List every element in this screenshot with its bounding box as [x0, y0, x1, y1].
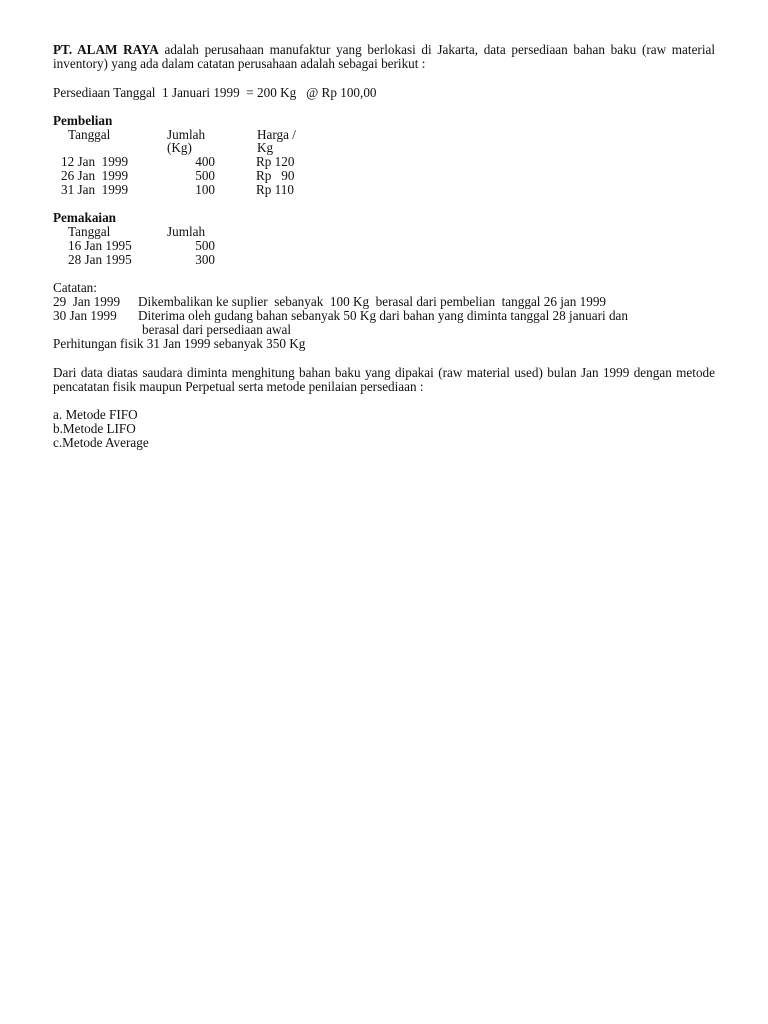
table-cell-jumlah: 500 [195, 168, 215, 183]
company-name: PT. ALAM RAYA [53, 42, 159, 57]
pembelian-header-tanggal: Tanggal [68, 127, 111, 142]
pembelian-header-jumlah: Jumlah [167, 127, 206, 142]
table-cell-tanggal: 31 Jan 1999 [61, 182, 129, 197]
table-cell-jumlah: 100 [195, 182, 215, 197]
table-cell-harga: Rp 110 [256, 182, 294, 197]
question-paragraph: Dari data diatas saudara diminta menghitung bahan baku yang dipakai (raw material used) bulan Jan 1999 dengan metode pencatatan fisik maupun Perpetual serta metode penilaian persediaan : [53, 365, 715, 394]
pemakaian-header-tanggal: Tanggal [68, 224, 111, 239]
pemakaian-heading: Pemakaian [53, 210, 117, 225]
method-item-average: c.Metode Average [53, 435, 149, 450]
table-cell-harga: Rp 120 [256, 154, 295, 169]
pembelian-header-harga: Harga / [257, 127, 296, 142]
note-text: Diterima oleh gudang bahan sebanyak 50 Kg dari bahan yang diminta tanggal 28 januari dan [138, 308, 628, 323]
intro-paragraph [53, 43, 715, 71]
pemakaian-header-jumlah: Jumlah [167, 224, 206, 239]
physical-count-line: Perhitungan fisik 31 Jan 1999 sebanyak 350 Kg [53, 336, 306, 351]
pembelian-header-jumlah-unit: (Kg) [167, 140, 192, 155]
pembelian-header-harga-unit: Kg [257, 140, 274, 155]
opening-stock-line: Persediaan Tanggal 1 Januari 1999 = 200 Kg @ Rp 100,00 [53, 85, 377, 100]
intro-text: adalah perusahaan manufaktur yang berlokasi di Jakarta, data persediaan bahan baku (raw material inventory) yang ada dalam catatan perusahaan adalah sebagai berikut : [53, 42, 715, 71]
note-text: Dikembalikan ke suplier sebanyak 100 Kg berasal dari pembelian tanggal 26 jan 1999 [138, 294, 607, 309]
table-cell-tanggal: 16 Jan 1995 [68, 238, 132, 253]
note-date: 30 Jan 1999 [53, 308, 117, 323]
method-item-lifo: b.Metode LIFO [53, 421, 136, 436]
table-cell-tanggal: 28 Jan 1995 [68, 252, 132, 267]
note-date: 29 Jan 1999 [53, 294, 121, 309]
method-item-fifo: a. Metode FIFO [53, 407, 138, 422]
catatan-heading: Catatan: [53, 280, 97, 295]
table-cell-jumlah: 300 [195, 252, 215, 267]
note-continuation: berasal dari persediaan awal [142, 322, 292, 337]
note-return [53, 295, 715, 309]
table-cell-tanggal: 12 Jan 1999 [61, 154, 129, 169]
table-cell-jumlah: 400 [195, 154, 215, 169]
table-cell-harga: Rp 90 [256, 168, 295, 183]
table-cell-tanggal: 26 Jan 1999 [61, 168, 129, 183]
pembelian-heading: Pembelian [53, 113, 113, 128]
table-cell-jumlah: 500 [195, 238, 215, 253]
